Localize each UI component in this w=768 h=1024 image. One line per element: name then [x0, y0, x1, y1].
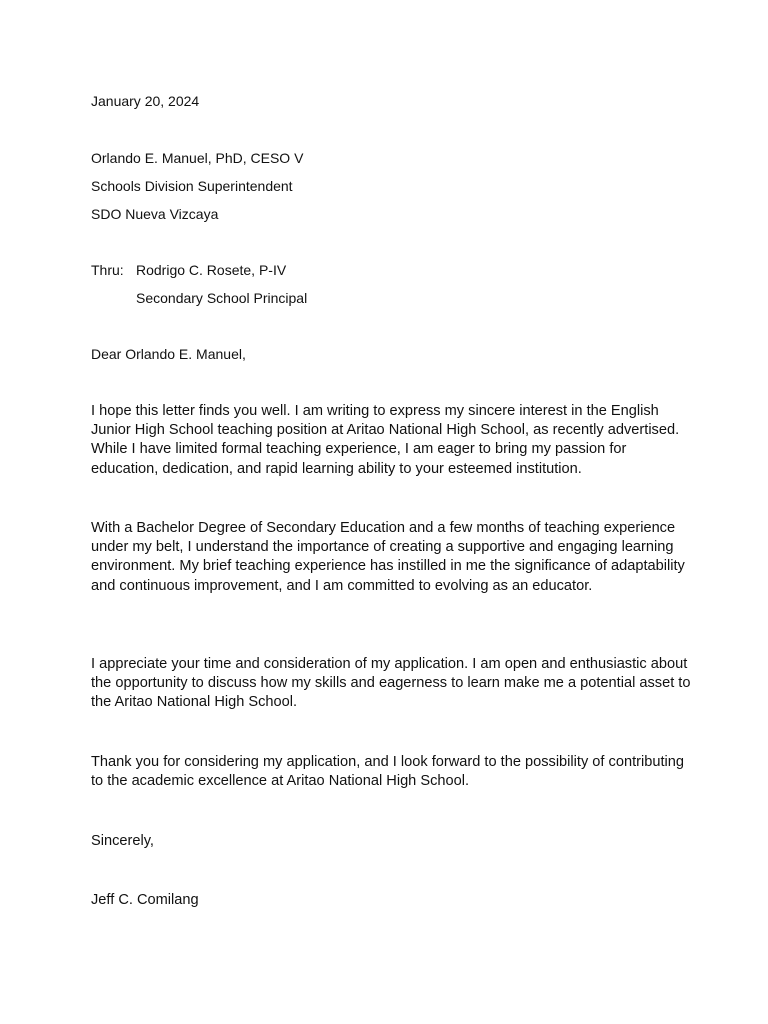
thru-title: Secondary School Principal — [136, 290, 308, 306]
letter-date: January 20, 2024 — [91, 93, 200, 109]
thru-label: Thru: — [91, 262, 124, 278]
body-paragraph-3: I appreciate your time and consideration of my application. I am open and enthusiastic about the opportunity to discuss how my skills and eagerness to learn make me a potential asset to the Aritao National High School. — [91, 656, 691, 711]
recipient-name: Orlando E. Manuel, PhD, CESO V — [91, 150, 304, 166]
recipient-title: Schools Division Superintendent — [91, 178, 293, 194]
signature-name: Jeff C. Comilang — [91, 892, 199, 908]
closing: Sincerely, — [91, 833, 154, 849]
body-paragraph-1: I hope this letter finds you well. I am writing to express my sincere interest in the English Junior High School teaching position at Aritao National High School, as recently advertised. While I have limited formal teaching experience, I am eager to bring my passion for education, dedication, and rapid learning ability to your esteemed institution. — [91, 403, 680, 477]
body-paragraph-2: With a Bachelor Degree of Secondary Education and a few months of teaching experience under my belt, I understand the importance of creating a supportive and engaging learning environment. My brief teaching experience has instilled in me the significance of adaptability and continuous improvement, and I am committed to evolving as an educator. — [91, 520, 685, 594]
thru-name: Rodrigo C. Rosete, P-IV — [136, 262, 287, 278]
salutation: Dear Orlando E. Manuel, — [91, 346, 246, 362]
recipient-office: SDO Nueva Vizcaya — [91, 206, 219, 222]
body-paragraph-4: Thank you for considering my application, and I look forward to the possibility of contributing to the academic excellence at Aritao National High School. — [91, 754, 684, 790]
